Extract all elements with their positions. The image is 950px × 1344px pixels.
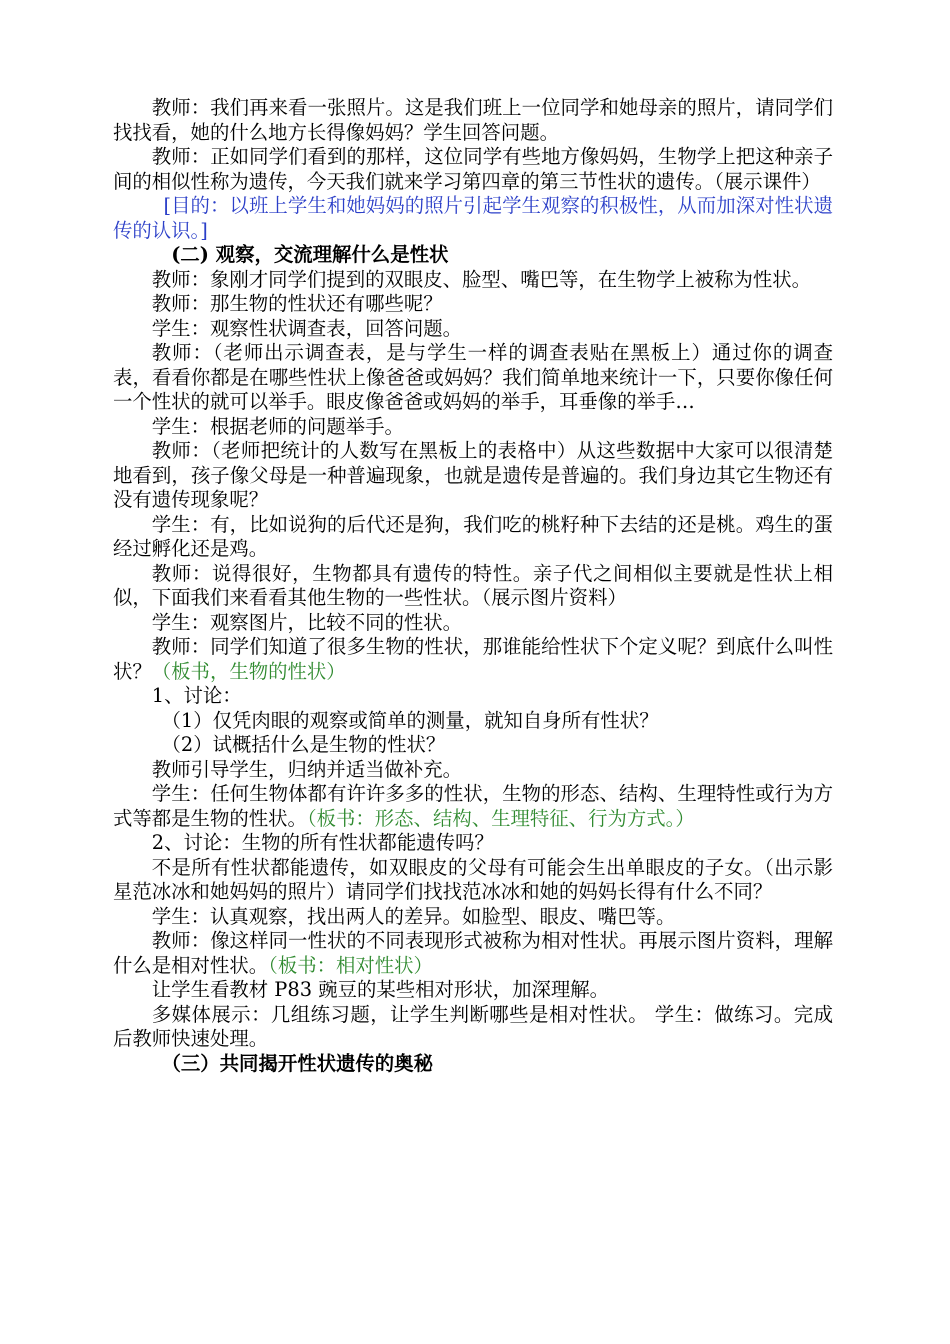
paragraph-8 xyxy=(113,415,833,440)
paragraph-text: 教师：正如同学们看到的那样，这位同学有些地方像妈妈，生物学上把这种亲子间的相似性称为遗传，今天我们就来学习第四章的第三节性状的遗传。（展示课件） xyxy=(113,145,833,193)
purpose-text: [目的：以班上学生和她妈妈的照片引起学生观察的积极性，从而加深对性状遗传的认识。] xyxy=(113,194,833,242)
paragraph-text: （1）仅凭肉眼的观察或简单的测量，就知自身所有性状？ xyxy=(161,708,659,732)
paragraph-text: 教师：说得很好，生物都具有遗传的特性。亲子代之间相似主要就是性状上相似，下面我们来看看其他生物的一些性状。（展示图片资料） xyxy=(113,561,833,609)
discussion-item-1 xyxy=(113,709,833,734)
paragraph-9 xyxy=(113,439,833,513)
paragraph-text: 多媒体展示：几组练习题，让学生判断哪些是相对性状。 学生：做练习。完成后教师快速处理。 xyxy=(113,1002,833,1050)
paragraph-text: 教师：同学们知道了很多生物的性状，那谁能给性状下个定义呢？到底什么叫性状？ xyxy=(113,635,833,683)
paragraph-text: 学生：观察性状调查表，回答问题。 xyxy=(151,316,463,340)
paragraph-text: 教师：象刚才同学们提到的双眼皮、脸型、嘴巴等，在生物学上被称为性状。 xyxy=(151,267,812,291)
paragraph-4 xyxy=(113,268,833,293)
paragraph-text: 1、讨论： xyxy=(151,684,242,707)
paragraph-21 xyxy=(113,905,833,930)
paragraph-text: 让学生看教材 P83 豌豆的某些相对形状，加深理解。 xyxy=(151,978,610,1001)
paragraph-11 xyxy=(113,562,833,611)
purpose-note xyxy=(113,194,833,243)
paragraph-text: 教师：（老师出示调查表，是与学生一样的调查表贴在黑板上）通过你的调查表，看看你都是在哪些性状上像爸爸或妈妈？我们简单地来统计一下，只要你像任何一个性状的就可以举手。眼皮像爸爸或妈妈的举手，耳垂像的举手… xyxy=(113,341,833,413)
discussion-2 xyxy=(113,831,833,856)
paragraph-1 xyxy=(113,96,833,145)
paragraph-7 xyxy=(113,341,833,415)
paragraph-text: 教师：那生物的性状还有哪些呢？ xyxy=(151,292,443,315)
paragraph-10 xyxy=(113,513,833,562)
discussion-1 xyxy=(113,684,833,709)
paragraph-12 xyxy=(113,611,833,636)
discussion-item-2 xyxy=(113,733,833,758)
paragraph-22 xyxy=(113,929,833,978)
document-body xyxy=(113,96,833,1076)
paragraph-text: 不是所有性状都能遗传，如双眼皮的父母有可能会生出单眼皮的子女。（出示影星范冰冰和她妈妈的照片）请同学们找找范冰冰和她的妈妈长得有什么不同？ xyxy=(113,855,833,903)
paragraph-13 xyxy=(113,635,833,684)
board-note: （板书：形态、结构、生理特征、行为方式。） xyxy=(306,806,695,830)
paragraph-text: 学生：认真观察，找出两人的差异。如脸型、眼皮、嘴巴等。 xyxy=(151,904,676,928)
section-heading-2 xyxy=(113,243,833,268)
paragraph-text: 教师：（老师把统计的人数写在黑板上的表格中）从这些数据中大家可以很清楚地看到，孩子像父母是一种普遍现象，也就是遗传是普遍的。我们身边其它生物还有没有遗传现象呢？ xyxy=(113,439,833,511)
paragraph-20 xyxy=(113,856,833,905)
board-note: （板书：相对性状） xyxy=(268,953,433,977)
paragraph-text: 教师：像这样同一性状的不同表现形式被称为相对性状。再展示图片资料，理解什么是相对性状。 xyxy=(113,929,833,977)
paragraph-24 xyxy=(113,1003,833,1052)
paragraph-18 xyxy=(113,782,833,831)
paragraph-text: 学生：有，比如说狗的后代还是狗，我们吃的桃籽种下去结的还是桃。鸡生的蛋经过孵化还是鸡。 xyxy=(113,512,833,560)
paragraph-23 xyxy=(113,978,833,1003)
paragraph-text: 教师：我们再来看一张照片。这是我们班上一位同学和她母亲的照片，请同学们找找看，她的什么地方长得像妈妈？学生回答问题。 xyxy=(113,96,833,144)
paragraph-text: 学生：观察图片，比较不同的性状。 xyxy=(151,610,463,634)
section-heading-text: (二) 观察，交流理解什么是性状 xyxy=(171,243,449,266)
section-heading-text: （三）共同揭开性状遗传的奥秘 xyxy=(161,1051,433,1075)
paragraph-17 xyxy=(113,758,833,783)
board-note: （板书，生物的性状） xyxy=(151,659,346,683)
section-heading-3 xyxy=(113,1052,833,1077)
paragraph-text: 学生：任何生物体都有许许多多的性状，生物的形态、结构、生理特性或行为方式等都是生物的性状。 xyxy=(113,782,833,830)
paragraph-5 xyxy=(113,292,833,317)
paragraph-text: 教师引导学生，归纳并适当做补充。 xyxy=(151,757,463,781)
paragraph-text: 2、讨论：生物的所有性状都能遗传吗？ xyxy=(151,831,494,854)
paragraph-text: 学生：根据老师的问题举手。 xyxy=(151,414,404,438)
paragraph-2 xyxy=(113,145,833,194)
paragraph-6 xyxy=(113,317,833,342)
paragraph-text: （2）试概括什么是生物的性状？ xyxy=(161,733,446,756)
